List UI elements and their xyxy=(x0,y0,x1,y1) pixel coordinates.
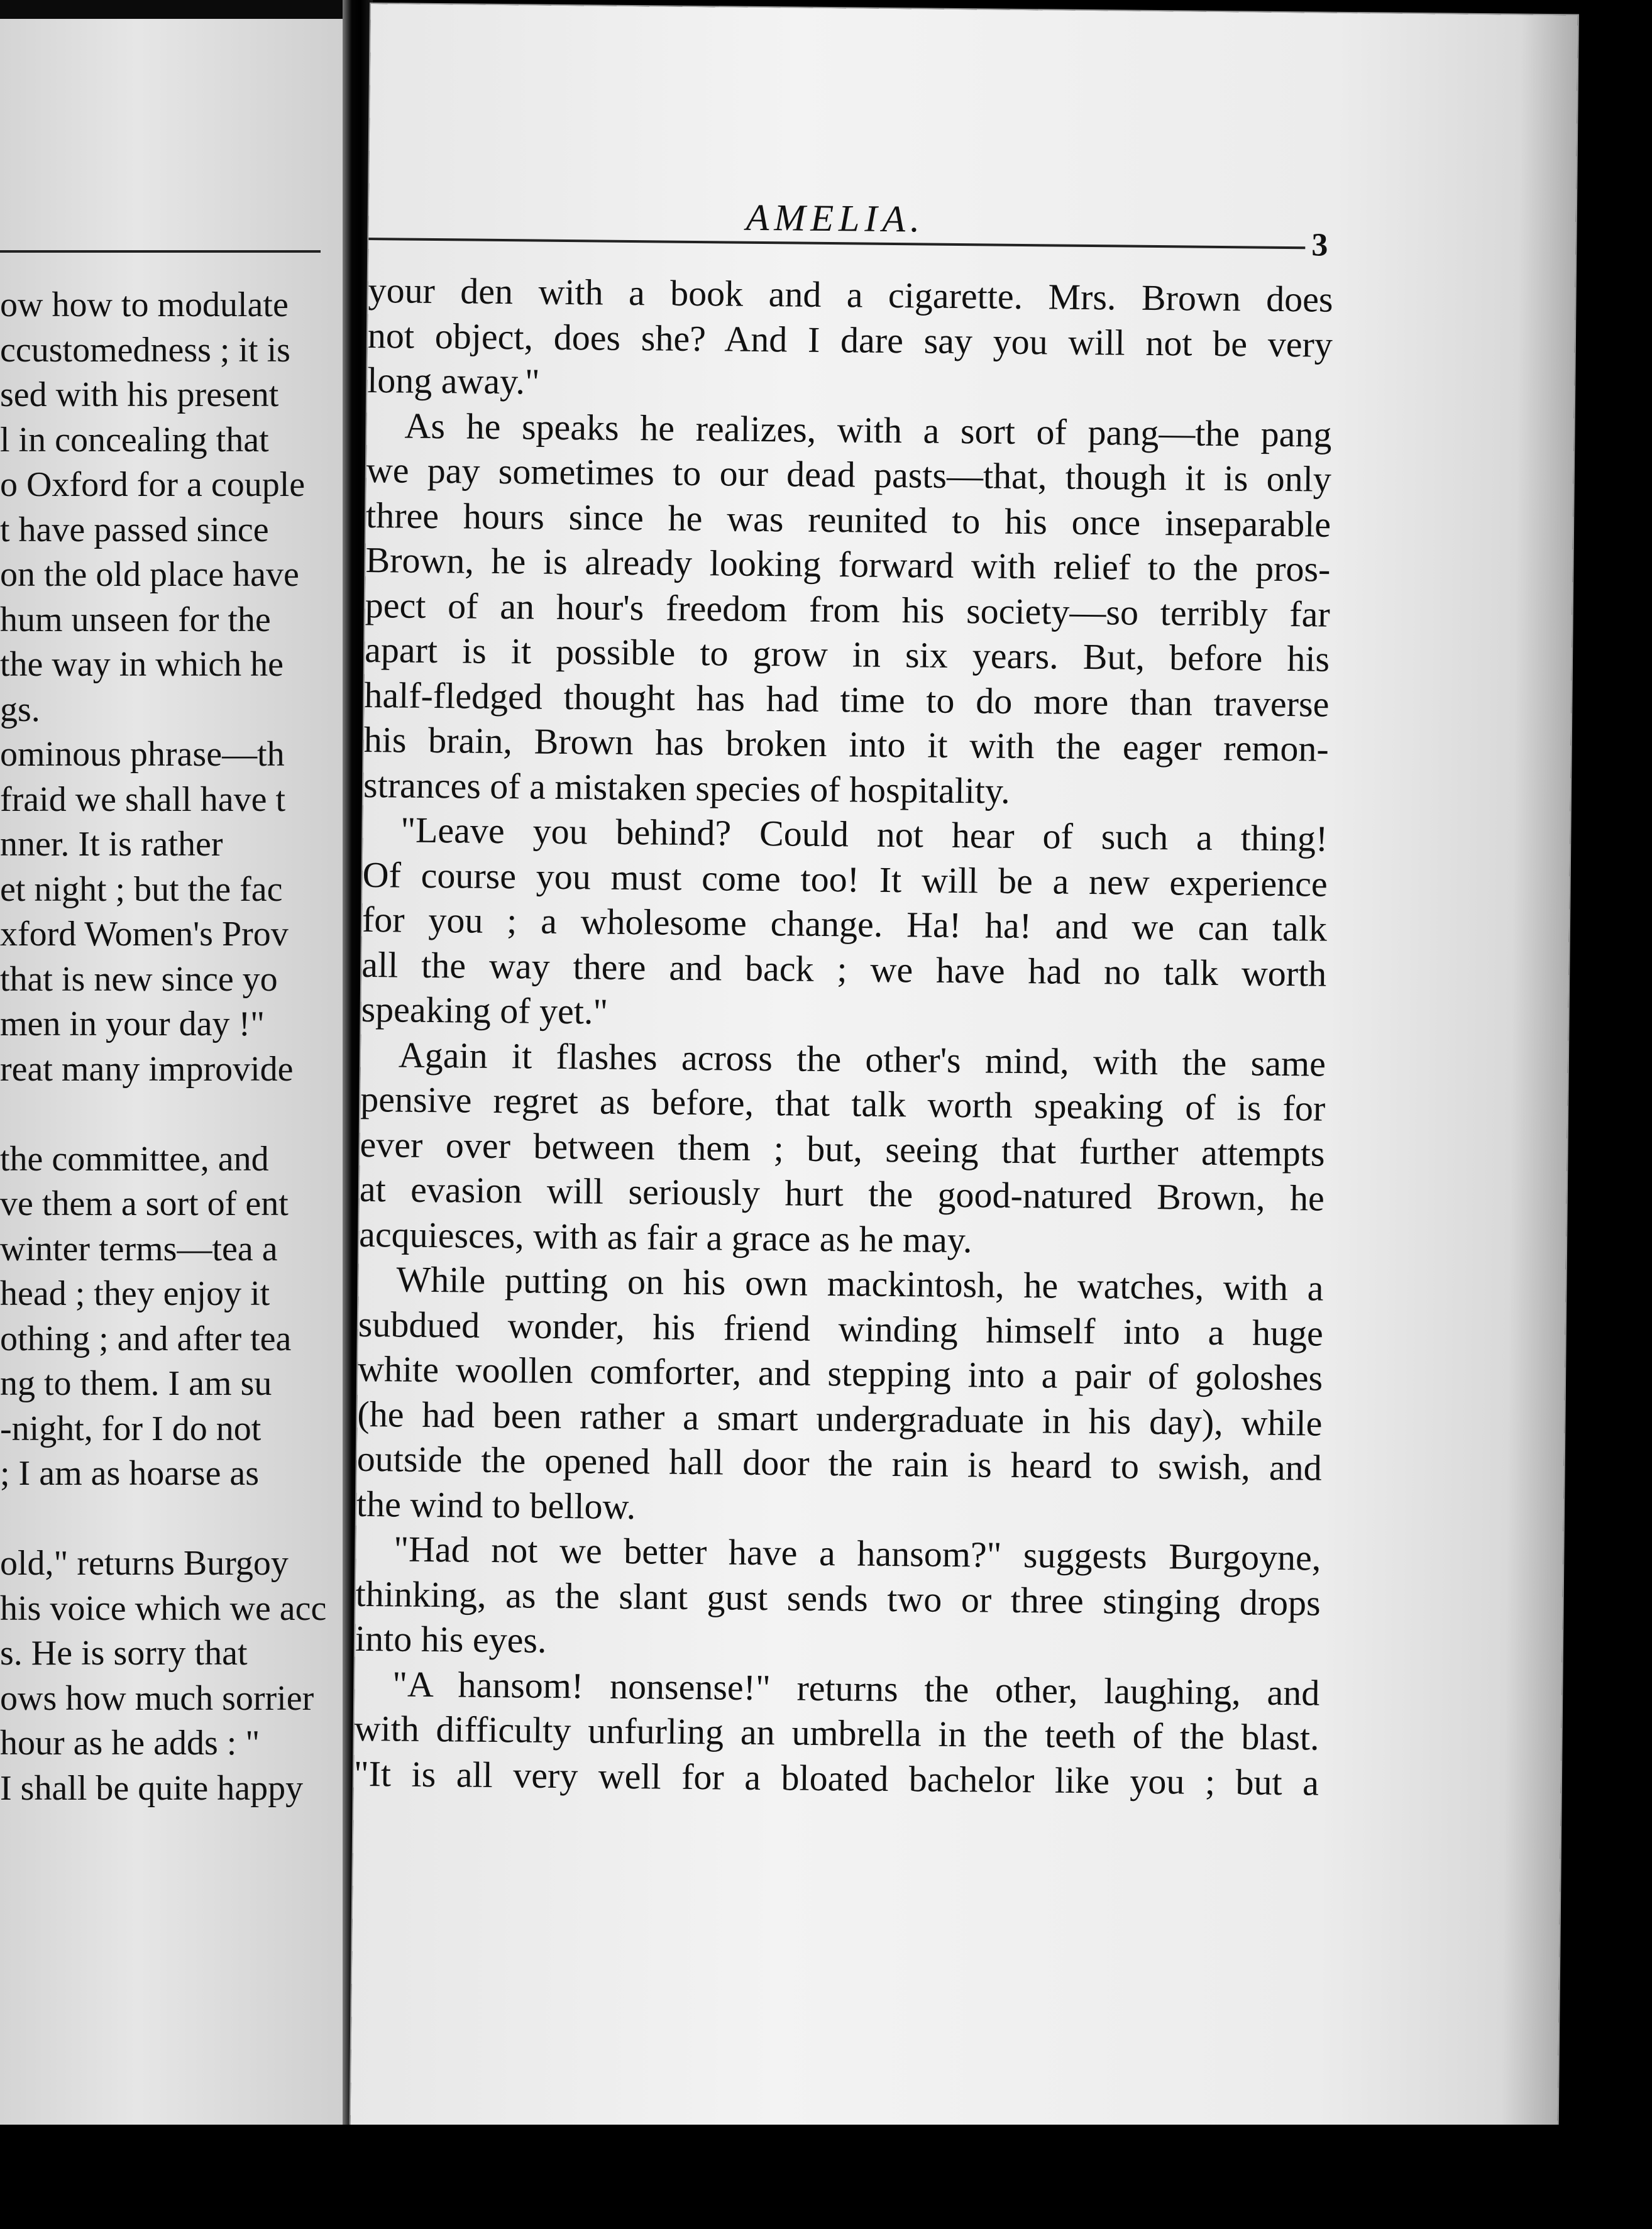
text-line: Again it flashes across the other's mind, with the same xyxy=(398,1034,1326,1084)
left-page-line: ; I am as hoarse as xyxy=(0,1454,260,1493)
left-page-line: ccustomedness ; it is xyxy=(0,330,290,370)
left-page-text xyxy=(0,283,339,1811)
left-page-line: nner. It is rather xyxy=(0,825,223,864)
body-text xyxy=(354,268,1333,1805)
text-line: Of course you must come too! It will be a new experience xyxy=(362,854,1328,905)
left-page-line: ow how to modulate xyxy=(0,285,289,324)
text-line: subdued wonder, his friend winding himself into a huge xyxy=(358,1303,1324,1354)
left-page-line: hum unseen for the xyxy=(0,600,271,639)
text-line: speaking of yet." xyxy=(361,988,608,1032)
text-line: we pay sometimes to our dead pasts—that, though it is only xyxy=(366,449,1332,500)
text-line: all the way there and back ; we have had no talk worth xyxy=(361,944,1327,994)
text-line: your den with a book and a cigarette. Mrs. Brown does xyxy=(368,269,1333,320)
left-page-line: l in concealing that xyxy=(0,420,269,460)
scan-border-right xyxy=(1584,0,1652,2229)
text-line: ever over between them ; but, seeing that further attempts xyxy=(360,1123,1325,1174)
text-line: Brown, he is already looking forward with relief to the pros- xyxy=(365,539,1331,590)
left-page-line: et night ; but the fac xyxy=(0,869,283,909)
left-page xyxy=(0,19,343,2213)
left-page-line: that is new since yo xyxy=(0,959,278,999)
left-page-line: men in your day !" xyxy=(0,1004,265,1043)
left-page-line: ows how much sorrier xyxy=(0,1678,314,1718)
scan-border-bottom xyxy=(0,2125,1652,2229)
left-page-line: I shall be quite happy xyxy=(0,1768,304,1808)
left-page-line: ng to them. I am su xyxy=(0,1364,272,1403)
left-page-line: ve them a sort of ent xyxy=(0,1184,289,1223)
left-page-line: old," returns Burgoy xyxy=(0,1544,289,1583)
left-page-line: his voice which we acc xyxy=(0,1588,327,1628)
text-line: "Had not we better have a hansom?" suggests Burgoyne, xyxy=(394,1528,1321,1578)
left-page-line: xford Women's Prov xyxy=(0,915,289,954)
left-page-line: s. He is sorry that xyxy=(0,1634,248,1673)
text-line: "It is all very well for a bloated bachelor like you ; but a xyxy=(353,1753,1319,1803)
text-line: long away." xyxy=(366,359,540,402)
text-line: outside the opened hall door the rain is heard to swish, and xyxy=(356,1438,1323,1489)
left-page-line: ominous phrase—th xyxy=(0,735,285,774)
left-page-line: on the old place have xyxy=(0,555,299,594)
left-page-line xyxy=(0,1497,339,1542)
left-page-line: othing ; and after tea xyxy=(0,1319,292,1358)
left-page-line: winter terms—tea a xyxy=(0,1229,278,1269)
text-line: white woollen comforter, and stepping into a pair of goloshes xyxy=(357,1348,1323,1399)
left-page-line: sed with his present xyxy=(0,375,279,414)
text-line: As he speaks he realizes, with a sort of pang—the pang xyxy=(404,405,1332,455)
page-number: 3 xyxy=(1311,227,1328,263)
left-page-line: head ; they enjoy it xyxy=(0,1274,270,1313)
running-head: AMELIA. xyxy=(746,196,925,240)
right-page xyxy=(351,4,1578,2137)
left-page-line: t have passed since xyxy=(0,510,269,549)
left-header-rule xyxy=(0,250,321,253)
text-line: thinking, as the slant gust sends two or three stinging drops xyxy=(355,1573,1321,1624)
text-line: the wind to bellow. xyxy=(356,1483,636,1527)
text-line: acquiesces, with as fair a grace as he may. xyxy=(358,1213,972,1260)
page-edge-shadow xyxy=(1501,15,1578,2137)
text-line: at evasion will seriously hurt the good-natured Brown, he xyxy=(359,1168,1325,1219)
left-page-line: -night, for I do not xyxy=(0,1409,262,1448)
left-page-line: the way in which he xyxy=(0,645,284,684)
left-page-line: o Oxford for a couple xyxy=(0,465,306,504)
text-line: for you ; a wholesome change. Ha! ha! and we can talk xyxy=(361,898,1328,949)
text-line: pensive regret as before, that talk worth speaking of is for xyxy=(360,1078,1326,1129)
text-line: "A hansom! nonsense!" returns the other, laughing, and xyxy=(392,1663,1320,1714)
left-page-line: gs. xyxy=(0,690,40,729)
scan-border-top xyxy=(0,0,343,19)
text-line: pect of an hour's freedom from his society—so terribly far xyxy=(365,584,1331,635)
text-line: half-fledged thought has had time to do more than traverse xyxy=(364,674,1330,725)
text-line: apart is it possible to grow in six years. But, before his xyxy=(364,629,1330,680)
left-page-line: fraid we shall have t xyxy=(0,779,286,819)
text-line: While putting on his own mackintosh, he watches, with a xyxy=(396,1258,1324,1309)
text-line: strances of a mistaken species of hospitality. xyxy=(363,764,1011,812)
left-page-line: the committee, and xyxy=(0,1139,269,1179)
text-line: not object, does she? And I dare say you will not be very xyxy=(367,314,1333,365)
left-page-line xyxy=(0,1092,339,1137)
text-line: three hours since he was reunited to his once inseparable xyxy=(365,494,1331,545)
left-page-line: hour as he adds : " xyxy=(0,1724,260,1763)
text-line: into his eyes. xyxy=(355,1617,547,1661)
text-line: "Leave you behind? Could not hear of such a thing! xyxy=(400,809,1328,859)
text-line: his brain, Brown has broken into it with the eager remon- xyxy=(363,718,1330,769)
text-line: with difficulty unfurling an umbrella in the teeth of the blast. xyxy=(354,1707,1319,1758)
text-line: (he had been rather a smart undergraduate in his day), while xyxy=(357,1393,1323,1444)
left-page-line: reat many improvide xyxy=(0,1049,294,1089)
